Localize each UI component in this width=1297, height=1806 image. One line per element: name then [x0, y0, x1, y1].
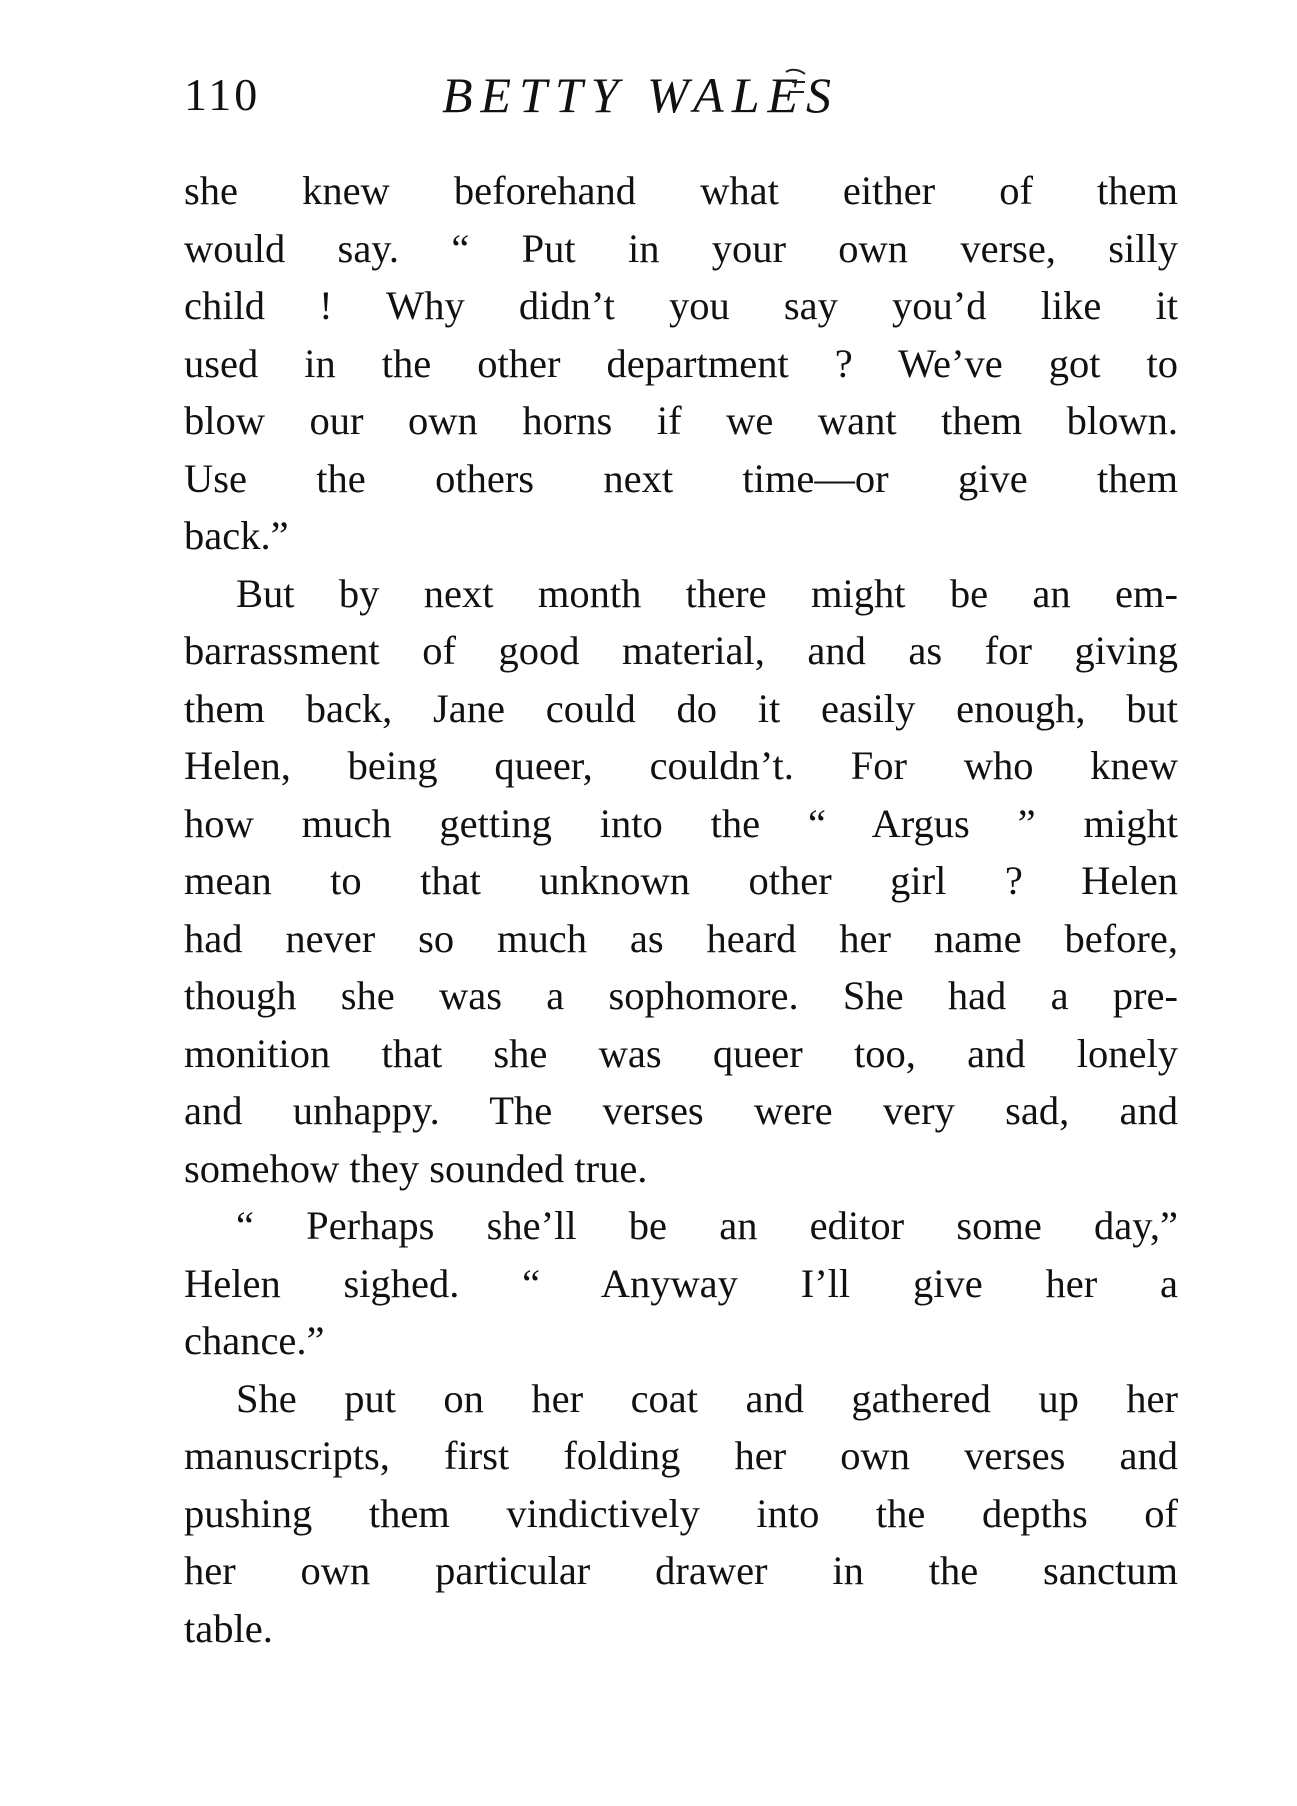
text-line: child ! Why didn’t you say you’d like it — [184, 283, 1178, 328]
text-line: and unhappy. The verses were very sad, and — [184, 1088, 1178, 1133]
text-line: manuscripts, first folding her own verses and — [184, 1433, 1178, 1478]
text-line: barrassment of good material, and as for giving — [184, 628, 1178, 673]
text-line: used in the other department ? We’ve got to — [184, 340, 1178, 386]
text-line: she knew beforehand what either of them — [184, 168, 1178, 213]
text-line: her own particular drawer in the sanctum — [184, 1548, 1178, 1593]
page-header — [184, 60, 1178, 130]
text-line: though she was a sophomore. She had a pre- — [184, 973, 1178, 1018]
text-line: would say. “ Put in your own verse, silly — [184, 225, 1178, 271]
text-line: them back, Jane could do it easily enough, but — [184, 685, 1178, 731]
text-line: back.” — [184, 513, 289, 558]
text-line: “ Perhaps she’ll be an editor some day,” — [236, 1203, 1178, 1248]
text-line: pushing them vindictively into the depths of — [184, 1490, 1178, 1536]
text-line: blow our own horns if we want them blown. — [184, 398, 1178, 443]
text-line: had never so much as heard her name before, — [184, 915, 1178, 961]
text-line: She put on her coat and gathered up her — [236, 1375, 1178, 1421]
text-line: Use the others next time—or give them — [184, 455, 1178, 501]
page-number: 110 — [184, 69, 261, 120]
text-line: Helen, being queer, couldn’t. For who knew — [184, 743, 1178, 788]
running-head: BETTY WALES — [442, 67, 840, 123]
text-line: how much getting into the “ Argus ” might — [184, 800, 1178, 846]
text-line: Helen sighed. “ Anyway I’ll give her a — [184, 1260, 1178, 1306]
text-line: But by next month there might be an em- — [236, 570, 1178, 616]
text-line: chance.” — [184, 1318, 325, 1363]
print-mark-icon — [780, 64, 814, 104]
page-body — [184, 162, 1178, 1657]
text-line: mean to that unknown other girl ? Helen — [184, 858, 1178, 903]
text-line: somehow they sounded true. — [184, 1145, 648, 1191]
text-line: monition that she was queer too, and lonely — [184, 1030, 1178, 1076]
text-line: table. — [184, 1605, 273, 1651]
